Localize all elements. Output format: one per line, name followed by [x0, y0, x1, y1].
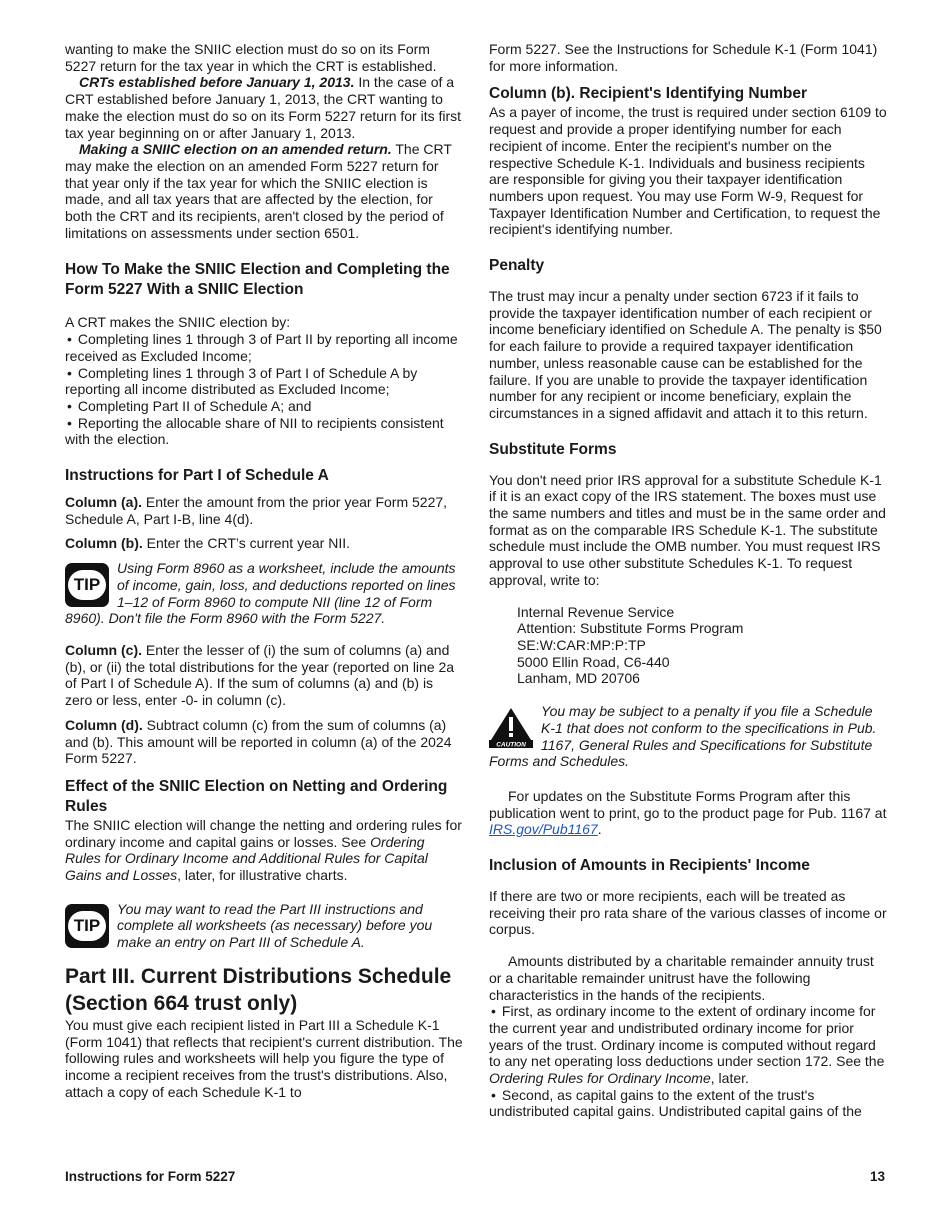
section-heading: Inclusion of Amounts in Recipients' Income: [489, 857, 810, 875]
tip-text: Using Form 8960 as a worksheet, include the amounts of income, gain, loss, and deductions reported on lines 1–12 of Form 8960 to compute NII (line 12 of Form 8960). Don't file the Form 8960 with the Form 5227.: [65, 560, 456, 627]
section-heading: How To Make the SNIIC Election and Completing the Form 5227 With a SNIIC Election: [65, 261, 450, 299]
list-item: • Reporting the allocable share of NII to recipients consistent with the election.: [65, 415, 463, 448]
column-label: Column (d).: [65, 716, 143, 733]
paragraph: You must give each recipient listed in Part III a Schedule K-1 (Form 1041) that reflects that recipient's current distribution. The following rules and worksheets will help you figure the type of income a recipient receives from the trust's distributions. Also, attach a copy of each Schedule K-1 to: [65, 1016, 463, 1100]
paragraph: Form 5227. See the Instructions for Schedule K-1 (Form 1041) for more information.: [489, 41, 878, 74]
page-number: 13: [869, 1169, 885, 1184]
section-heading: Penalty: [489, 257, 545, 275]
list-item: • Completing lines 1 through 3 of Part I of Schedule A by reporting all income distributed as Excluded Income;: [65, 365, 463, 398]
mailing-address: [489, 604, 887, 688]
paragraph: If there are two or more recipients, each will be treated as receiving their pro rata share of the various classes of income or corpus.: [489, 888, 887, 938]
list-item: • Second, as capital gains to the extent of the trust's undistributed capital gains. Undistributed capital gains of the: [489, 1087, 887, 1120]
paragraph: Column (b). Enter the CRT’s current year NII.: [65, 535, 350, 552]
paragraph: Amounts distributed by a charitable remainder annuity trust or a charitable remainder unitrust have the following characteristics in the hands of the recipients.: [489, 953, 874, 1003]
paragraph: Making a SNIIC election on an amended return. The CRT may make the election on an amended Form 5227 return for that year only if the tax year for which the SNIIC election is made, and all tax years that are affected by the election, for both the CRT and its recipients, aren't closed by the period of limitations on assessments under section 6501.: [65, 141, 452, 241]
address-line: Internal Revenue Service: [517, 603, 675, 620]
paragraph: The trust may incur a penalty under section 6723 if it fails to provide the taxpayer identification number of each recipient or income beneficiary identified on Schedule A. The penalty is $50 for each failure to provide a required taxpayer identification number, unless reasonable cause can be established for the failure. If you are unable to provide the taxpayer identification number for any recipient or income beneficiary, explain the circumstances in a signed affidavit and attach it to this return.: [489, 288, 882, 421]
footer-title: Instructions for Form 5227: [65, 1169, 236, 1184]
paragraph: For updates on the Substitute Forms Program after this publication went to print, go to the product page for Pub. 1167 at IRS.gov/Pub1167.: [489, 787, 887, 838]
address-line: SE:W:CAR:MP:P:TP: [517, 636, 646, 653]
section-heading: Column (b). Recipient's Identifying Number: [489, 85, 807, 103]
left-column: [65, 41, 463, 1100]
pub1167-link[interactable]: IRS.gov/Pub1167: [489, 821, 598, 838]
list-item: • Completing Part II of Schedule A; and: [65, 398, 463, 415]
address-line: 5000 Ellin Road, C6-440: [517, 653, 670, 670]
paragraph: Column (d). Subtract column (c) from the sum of columns (a) and (b). This amount will be reported in column (a) of the 2024 Form 5227.: [65, 716, 452, 767]
section-heading: Effect of the SNIIC Election on Netting and Ordering Rules: [65, 777, 448, 815]
caution-text: You may be subject to a penalty if you file a Schedule K-1 that does not conform to the specifications in Pub. 1167, General Rules and Specifications for Substitute Forms and Schedules.: [489, 703, 877, 770]
paragraph: CRTs established before January 1, 2013. In the case of a CRT established before January 1, 2013, the CRT wanting to make the election must do so on its Form 5227 return for its first tax year beginning on or after January 1, 2013.: [65, 74, 462, 141]
section-heading: Instructions for Part I of Schedule A: [65, 467, 329, 485]
paragraph: A CRT makes the SNIIC election by:: [65, 314, 291, 331]
paragraph: As a payer of income, the trust is required under section 6109 to request and provide a proper identifying number for each recipient of income. Enter the recipient's number on the respective Schedule K-1. Individuals and business recipients are responsible for giving you their taxpayer identification numbers upon request. You may use Form W-9, Request for Taxpayer Identification Number and Certification, to request the recipient's identifying number.: [489, 104, 887, 238]
paragraph: Column (a). Enter the amount from the prior year Form 5227, Schedule A, Part I-B, line 4(d).: [65, 494, 448, 527]
paragraph: Column (c). Enter the lesser of (i) the sum of columns (a) and (b), or (ii) the total distributions for the year (reported on line 2a of Part I of Schedule A). If the sum of columns (a) and (b) is zero or less, enter -0- in column (c).: [65, 641, 455, 709]
tip-icon: TIP: [65, 563, 109, 607]
address-line: Attention: Substitute Forms Program: [517, 620, 744, 637]
caution-icon: [489, 706, 533, 748]
part-heading: Part III. Current Distributions Schedule (Section 664 trust only): [65, 964, 452, 1015]
column-label: Column (a).: [65, 494, 142, 511]
caution-note: [489, 703, 887, 770]
run-in-heading: Making a SNIIC election on an amended return.: [79, 141, 392, 158]
tip-note: [65, 560, 463, 627]
column-label: Column (c).: [65, 641, 142, 658]
tip-note: [65, 901, 463, 951]
section-heading: Substitute Forms: [489, 440, 617, 458]
tip-text: You may want to read the Part III instructions and complete all worksheets (as necessary) before you make an entry on Part III of Schedule A.: [117, 900, 433, 951]
address-line: Lanham, MD 20706: [517, 670, 640, 687]
right-column: [489, 41, 887, 1120]
run-in-heading: CRTs established before January 1, 2013.: [79, 74, 355, 91]
tip-icon: TIP: [65, 904, 109, 948]
list-item: • Completing lines 1 through 3 of Part II by reporting all income received as Excluded Income;: [65, 331, 463, 364]
paragraph: wanting to make the SNIIC election must do so on its Form 5227 return for the tax year in which the CRT is established.: [65, 41, 437, 74]
column-label: Column (b).: [65, 535, 143, 552]
paragraph: The SNIIC election will change the netting and ordering rules for ordinary income and capital gains or losses. See Ordering Rules for Ordinary Income and Additional Rules for Capital Gains and Losses, later, for illustrative charts.: [65, 816, 462, 884]
list-item: • First, as ordinary income to the extent of ordinary income for the current year and undistributed ordinary income for prior years of the trust. Ordinary income is computed without regard to any net operating loss deductions under section 172. See the Ordering Rules for Ordinary Income, later.: [489, 1003, 887, 1087]
svg-text:CAUTION: CAUTION: [496, 741, 526, 749]
paragraph: You don't need prior IRS approval for a substitute Schedule K-1 if it is an exact copy of the IRS statement. The boxes must use the same numbers and titles and must be in the same order and format as on the comparable IRS Schedule K-1. The substitute schedule must include the OMB number. You must request IRS approval to use other substitute Schedules K-1. To request approval, write to:: [489, 471, 886, 588]
